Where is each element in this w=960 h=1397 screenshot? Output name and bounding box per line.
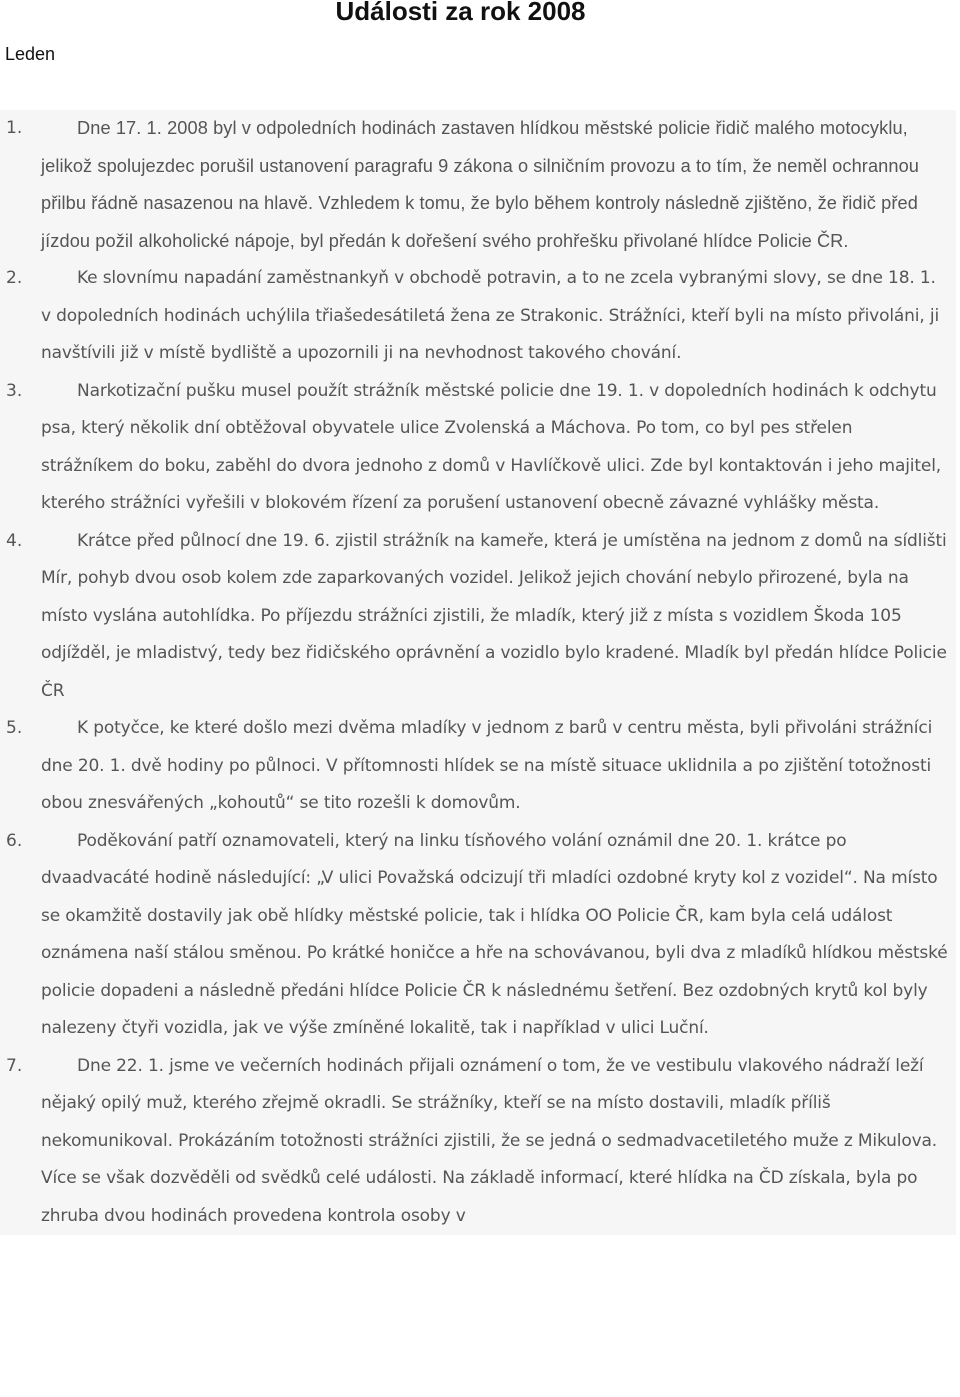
item-text [0,710,956,823]
month-heading: Leden [5,44,56,64]
item-text [0,1048,956,1236]
item-text [0,823,956,1048]
page-title: Události za rok 2008 [335,0,586,26]
item-text [0,373,956,523]
item-number: 6. [6,830,23,851]
list-item [0,1048,956,1236]
item-number: 3. [6,380,23,401]
item-text [0,110,956,260]
item-number: 2. [6,268,23,288]
item-text [0,523,956,711]
list-item [0,710,956,823]
list-item [0,523,956,711]
events-list [0,110,956,1235]
item-number: 4. [6,530,23,551]
item-text [0,260,956,373]
item-text-content: Poděkování patří oznamovateli, který na linku tísňového volání oznámil dne 20. 1. krátce po dvaadvacáté hodině následující: „V ulici Považská odcizují tři mladíci ozdobné kryty kol z vozidel“. Na místo se okamžitě dostavily jak obě hlídky městské policie, tak i hlídka OO Policie ČR, kam byla celá událost oznámena naší stálou směnou. Po krátké honičce a hře na schovávanou, byli dva z mladíků hlídkou městské policie dopadeni a následně předáni hlídce Policie ČR k následnému šetření. Bez ozdobných krytů kol byly nalezeny čtyři vozidla, jak ve výše zmíněné lokalitě, tak i například v ulici Luční. [41,830,948,1038]
item-text-content: Krátce před půlnocí dne 19. 6. zjistil strážník na kameře, která je umístěna na jednom z domů na sídlišti Mír, pohyb dvou osob kolem zde zaparkovaných vozidel. Jelikož jejich chování nebylo přirozené, byla na místo vyslána autohlídka. Po příjezdu strážníci zjistili, že mladík, který již z místa s vozidlem Škoda 105 odjížděl, je mladistvý, tedy bez řidičského oprávnění a vozidlo bylo kradené. Mladík byl předán hlídce Policie ČR [41,530,947,701]
list-item [0,260,956,373]
list-item [0,110,956,260]
item-number: 1. [6,118,23,138]
item-text-content: Dne 22. 1. jsme ve večerních hodinách přijali oznámení o tom, že ve vestibulu vlakového nádraží leží nějaký opilý muž, kterého zřejmě okradli. Se strážníky, kteří se na místo dostavili, mladík příliš nekomunikoval. Prokázáním totožnosti strážníci zjistili, že se jedná o sedmadvacetiletého muže z Mikulova. Více se však dozvěděli od svědků celé události. Na základě informací, které hlídka na ČD získala, byla po zhruba dvou hodinách provedena kontrola osoby v [41,1055,938,1226]
list-item [0,373,956,523]
item-text-content: Ke slovnímu napadání zaměstnankyň v obchodě potravin, a to ne zcela vybranými slovy, se dne 18. 1. v dopoledních hodinách uchýlila třiašedesátiletá žena ze Strakonic. Strážníci, kteří byli na místo přivoláni, ji navštívili již v místě bydliště a upozornili ji na nevhodnost takového chování. [41,268,940,363]
item-number: 7. [6,1055,23,1076]
item-text-content: Dne 17. 1. 2008 byl v odpoledních hodinách zastaven hlídkou městské policie řidič malého motocyklu, jelikož spolujezdec porušil ustanovení paragrafu 9 zákona o silničním provozu a to tím, že neměl ochrannou přilbu řádně nasazenou na hlavě. Vzhledem k tomu, že bylo během kontroly následně zjištěno, že řidič před jízdou požil alkoholické nápoje, byl předán k dořešení svého prohřešku přivolané hlídce Policie ČR. [41,118,920,251]
list-item [0,823,956,1048]
item-text-content: K potyčce, ke které došlo mezi dvěma mladíky v jednom z barů v centru města, byli přivoláni strážníci dne 20. 1. dvě hodiny po půlnoci. V přítomnosti hlídek se na místě situace uklidnila a po zjištění totožnosti obou znesvářených „kohoutů“ se tito rozešli k domovům. [41,718,933,813]
item-number: 5. [6,718,23,738]
item-text-content: Narkotizační pušku musel použít strážník městské policie dne 19. 1. v dopoledních hodinách k odchytu psa, který několik dní obtěžoval obyvatele ulice Zvolenská a Máchova. Po tom, co byl pes střelen strážníkem do boku, zaběhl do dvora jednoho z domů v Havlíčkově ulici. Zde byl kontaktován i jeho majitel, kterého strážníci vyřešili v blokovém řízení za porušení ustanovení obecně závazné vyhlášky města. [41,380,942,513]
